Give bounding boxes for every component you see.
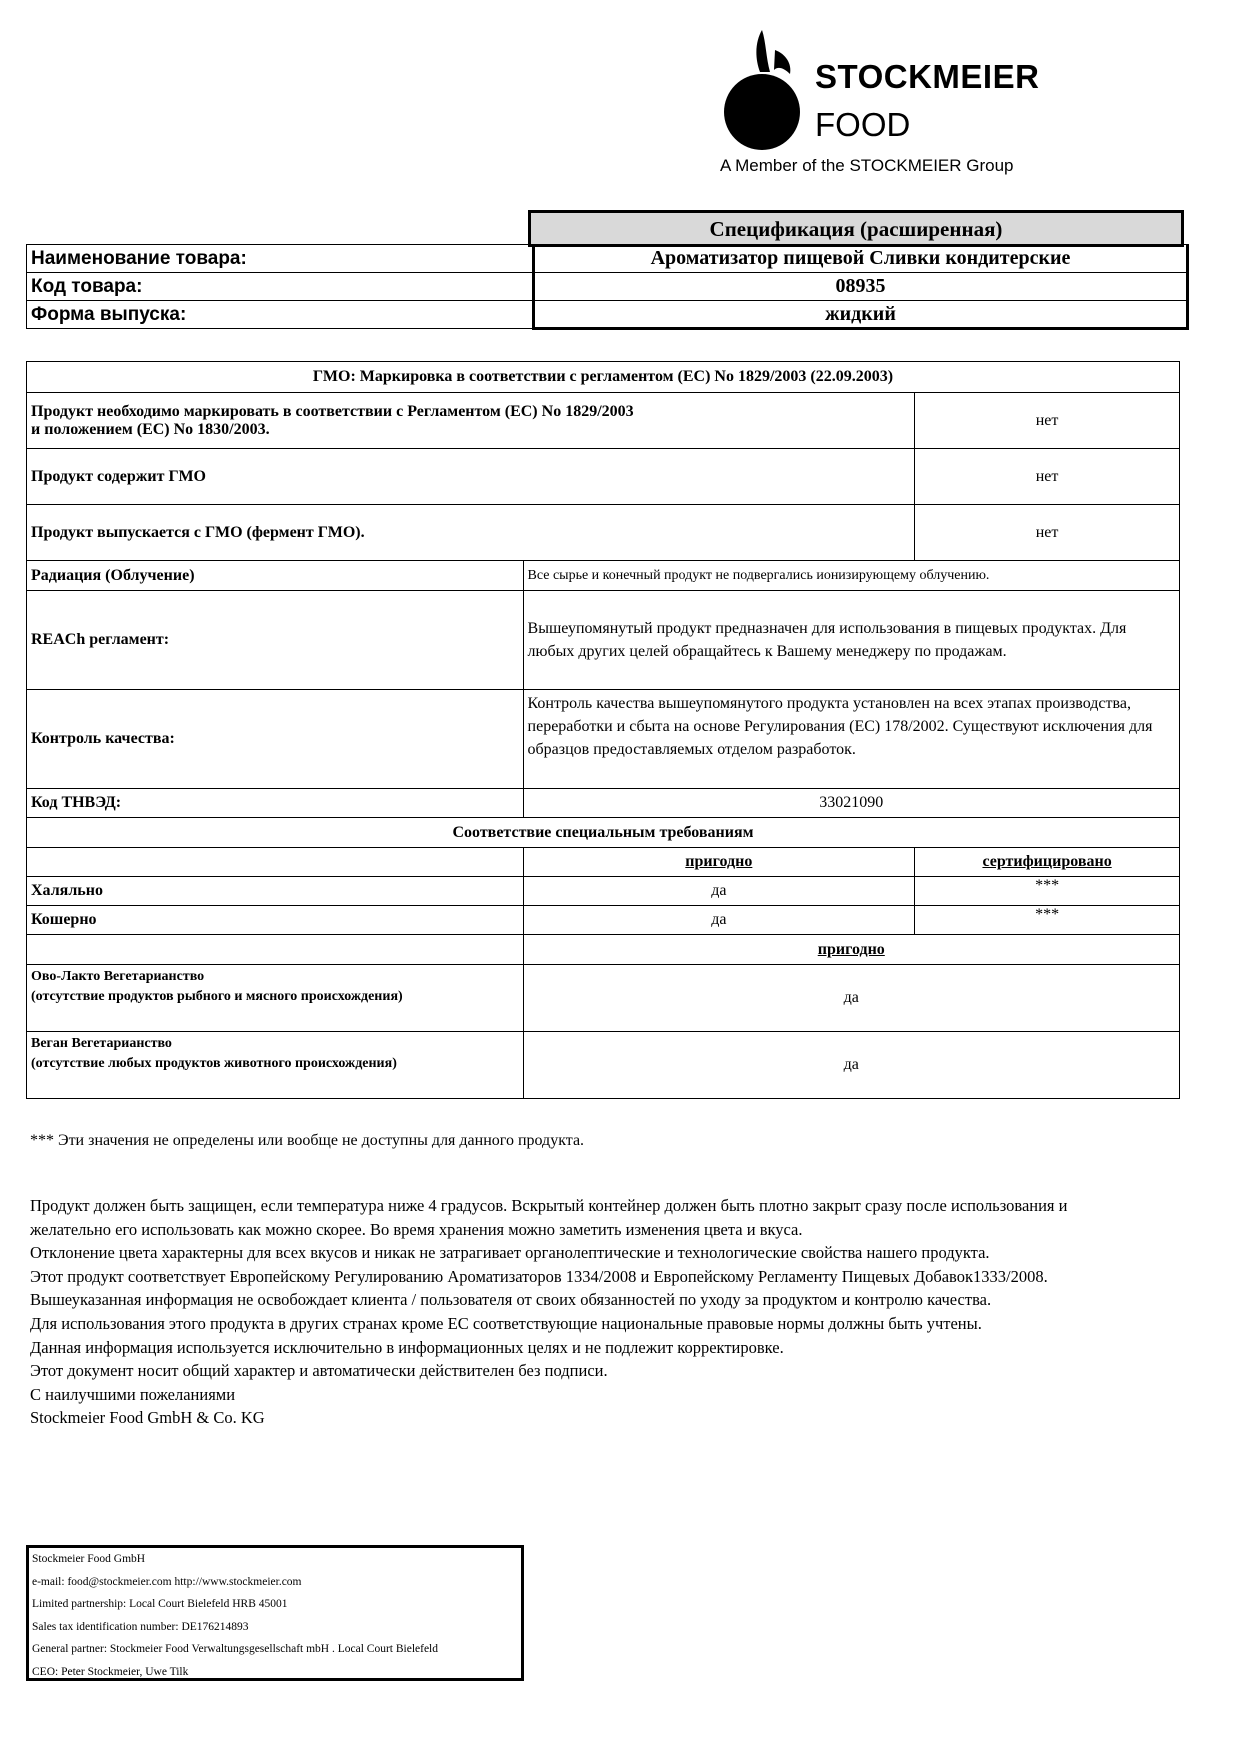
specification-table [26,361,1180,1099]
gmo-label-contains: Продукт содержит ГМО [27,449,915,505]
gmo-value-regulation: нет [915,393,1180,449]
header-row [27,273,1188,301]
vegan-value: да [523,1032,1179,1099]
table-row [27,449,1180,505]
gmo-label-line1: Продукт необходимо маркировать в соответствии с Регламентом (ЕС) No 1829/2003 [31,402,634,420]
logo-tagline: A Member of the STOCKMEIER Group [720,156,1014,175]
table-row [27,1032,1180,1099]
gmo-label-regulation [27,393,915,449]
note-line: желательно его использовать как можно скорее. Во время хранения можно заметить изменения цвета и вкуса. [30,1219,803,1239]
halal-label: Халяльно [27,877,524,906]
product-name-label: Наименование товара: [27,245,534,273]
product-code-value: 08935 [534,273,1188,301]
vegan-label [27,1032,524,1099]
special-heading: Соответствие специальным требованиям [27,818,1180,848]
col-certified-header: сертифицировано [915,848,1180,877]
kosher-suitable: да [523,906,915,935]
header-row [27,245,1188,273]
empty-cell [27,935,524,965]
quality-value: Контроль качества вышеупомянутого продукта установлен на всех этапах производства, переработки и сбыта на основе Регулирования (ЕС) 178/2002. Существуют исключения для образцов предоставляемых отделом разработок. [523,690,1179,789]
footer-line: Limited partnership: Local Court Bielefeld HRB 45001 [32,1598,288,1610]
table-row [27,848,1180,877]
logo-brand-line1: STOCKMEIER [815,58,1040,95]
gmo-value-produced: нет [915,505,1180,561]
header-row [27,301,1188,329]
table-row [27,906,1180,935]
note-line: Этот продукт соответствует Европейскому Регулированию Ароматизаторов 1334/2008 и Европейскому Регламенту Пищевых Добавок1333/2008. [30,1266,1048,1286]
company-footer [26,1545,524,1681]
product-header-table [26,244,1189,330]
kosher-label: Кошерно [27,906,524,935]
table-row [27,561,1180,591]
ovo-lacto-title: Ово-Лакто Вегетарианство [31,969,205,984]
note-line: С наилучшими пожеланиями [30,1384,236,1404]
col-suitable2-header: пригодно [523,935,1179,965]
logo-brand-line2: FOOD [815,106,911,143]
product-code-label: Код товара: [27,273,534,301]
radiation-value: Все сырье и конечный продукт не подвергались ионизирующему облучению. [523,561,1179,591]
spec-title: Спецификация (расширенная) [528,210,1184,247]
product-form-label: Форма выпуска: [27,301,534,329]
empty-cell [27,848,524,877]
vegan-title: Веган Вегетарианство [31,1036,172,1051]
table-row [27,877,1180,906]
gmo-label-line2: и положением (ЕС) No 1830/2003. [31,420,270,438]
note-line: Stockmeier Food GmbH & Co. KG [30,1408,265,1428]
gmo-label-produced: Продукт выпускается с ГМО (фермент ГМО). [27,505,915,561]
vegan-subtitle: (отсутствие любых продуктов животного происхождения) [31,1056,397,1071]
ovo-lacto-subtitle: (отсутствие продуктов рыбного и мясного происхождения) [31,989,403,1004]
table-row [27,789,1180,818]
note-line: Данная информация используется исключительно в информационных целях и не подлежит корректировке. [30,1337,784,1357]
quality-label: Контроль качества: [27,690,524,789]
footer-line: General partner: Stockmeier Food Verwaltungsgesellschaft mbH . Local Court Bielefeld [32,1643,439,1655]
radiation-label: Радиация (Облучение) [27,561,524,591]
product-name-value: Ароматизатор пищевой Сливки кондитерские [534,245,1188,273]
kosher-certified: *** [915,906,1180,935]
table-row [27,505,1180,561]
gmo-value-contains: нет [915,449,1180,505]
table-row [27,591,1180,690]
reach-value: Вышеупомянутый продукт предназначен для использования в пищевых продуктах. Для любых других целей обращайтесь к Вашему менеджеру по продажам. [523,591,1179,690]
reach-label: REACh регламент: [27,591,524,690]
stockmeier-onion-icon [720,28,810,153]
product-form-value: жидкий [534,301,1188,329]
note-line: Продукт должен быть защищен, если температура ниже 4 градусов. Вскрытый контейнер должен быть плотно закрыт сразу после использования и [30,1196,1068,1215]
gmo-heading: ГМО: Маркировка в соответствии с регламентом (ЕС) No 1829/2003 (22.09.2003) [27,362,1180,393]
ovo-lacto-label [27,965,524,1032]
notes-block [30,1194,1180,1430]
halal-suitable: да [523,877,915,906]
company-logo [720,28,1060,178]
gmo-heading-row [27,362,1180,393]
footer-line: CEO: Peter Stockmeier, Uwe Tilk [32,1665,189,1678]
note-line: Вышеуказанная информация не освобождает клиента / пользователя от своих обязанностей по уходу за продуктом и контролю качества. [30,1290,992,1310]
footnote: *** Эти значения не определены или вообще не доступны для данного продукта. [30,1132,585,1149]
note-line: Этот документ носит общий характер и автоматически действителен без подписи. [30,1361,608,1381]
ovo-lacto-value: да [523,965,1179,1032]
table-row [27,393,1180,449]
tnved-label: Код ТНВЭД: [27,789,524,818]
table-row [27,818,1180,848]
footer-line: Sales tax identification number: DE176214893 [32,1620,249,1633]
table-row [27,965,1180,1032]
table-row [27,690,1180,789]
note-line: Для использования этого продукта в других странах кроме ЕС соответствующие национальные правовые нормы должны быть учтены. [30,1313,982,1333]
footer-line: e-mail: food@stockmeier.com http://www.stockmeier.com [32,1575,302,1588]
table-row [27,935,1180,965]
footer-line: Stockmeier Food GmbH [32,1553,146,1565]
tnved-value: 33021090 [523,789,1179,818]
note-line: Отклонение цвета характерны для всех вкусов и никак не затрагивает органолептические и технологические свойства нашего продукта. [30,1243,990,1263]
col-suitable-header: пригодно [523,848,915,877]
halal-certified: *** [915,877,1180,906]
